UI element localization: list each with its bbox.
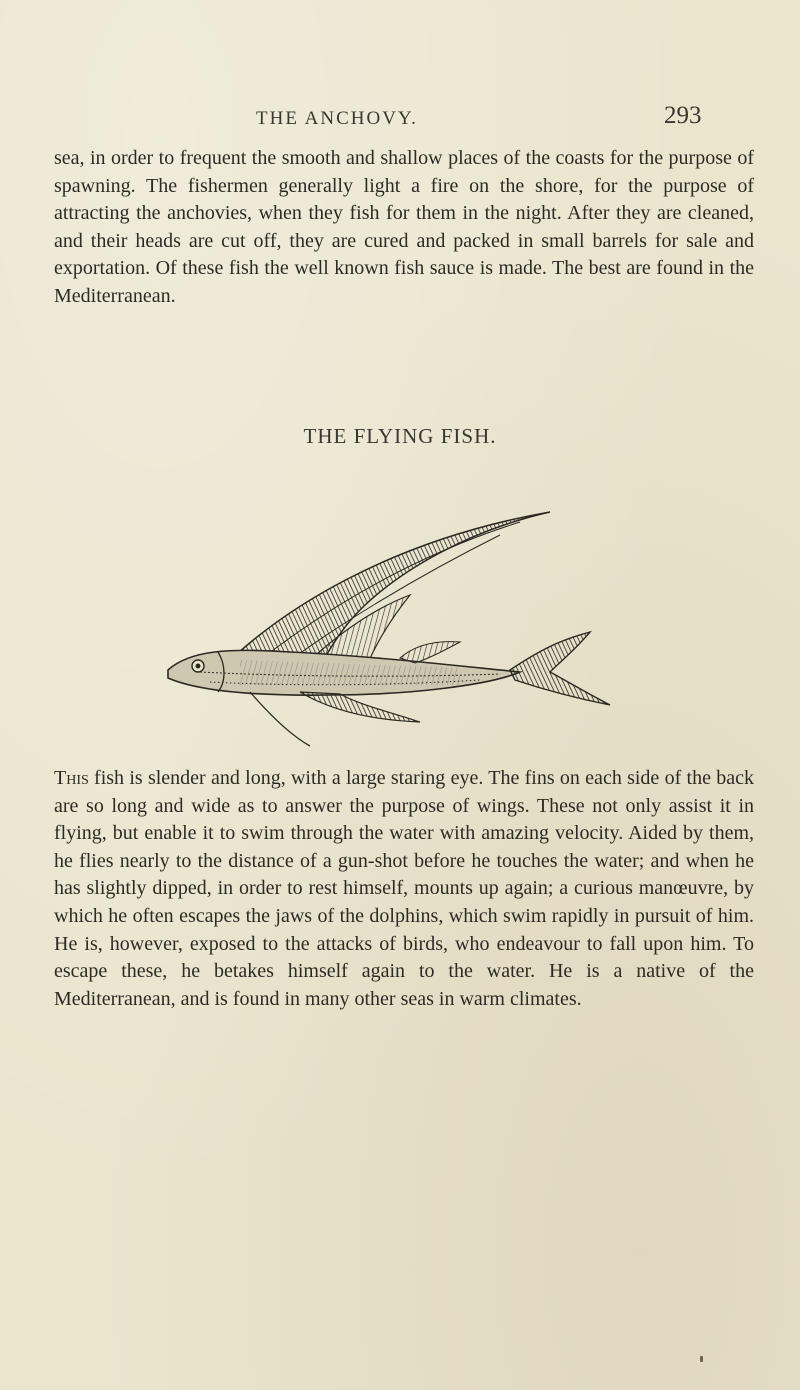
flying-fish-icon xyxy=(160,500,640,750)
paragraph-flying-fish xyxy=(54,765,754,1013)
ink-speck xyxy=(700,1356,703,1362)
running-title: THE ANCHOVY. xyxy=(256,108,418,129)
page-number: 293 xyxy=(664,102,702,129)
flying-fish-illustration xyxy=(160,500,640,750)
running-head xyxy=(0,100,800,140)
section-heading: THE FLYING FISH. xyxy=(303,424,497,448)
drop-word: This xyxy=(54,767,89,789)
paragraph-flying-fish-text: fish is slender and long, with a large staring eye. The fins on each side of the back are so long and wide as to answer the purpose of wings. These not only assist it in flying, but enable it to swim through the water with amazing velocity. Aided by them, he flies nearly to the distance of a gun-shot before he touches the water; and when he has slightly dipped, in order to rest himself, mounts up again; a curious manœuvre, by which he often escapes the jaws of the dolphins, which swim rapidly in pursuit of him. He is, however, exposed to the attacks of birds, who endeavour to fall upon him. To escape these, he betakes himself again to the water. He is a native of the Mediterranean, and is found in many other seas in warm climates. xyxy=(54,767,754,1010)
paragraph-anchovy: sea, in order to frequent the smooth and shallow places of the coasts for the purpose of spawning. The fishermen generally light a fire on the shore, for the purpose of attracting the anchovies, when they fish for them in the night. After they are cleaned, and their heads are cut off, they are cured and packed in small barrels for sale and exportation. Of these fish the well known fish sauce is made. The best are found in the Mediterranean. xyxy=(54,147,754,307)
